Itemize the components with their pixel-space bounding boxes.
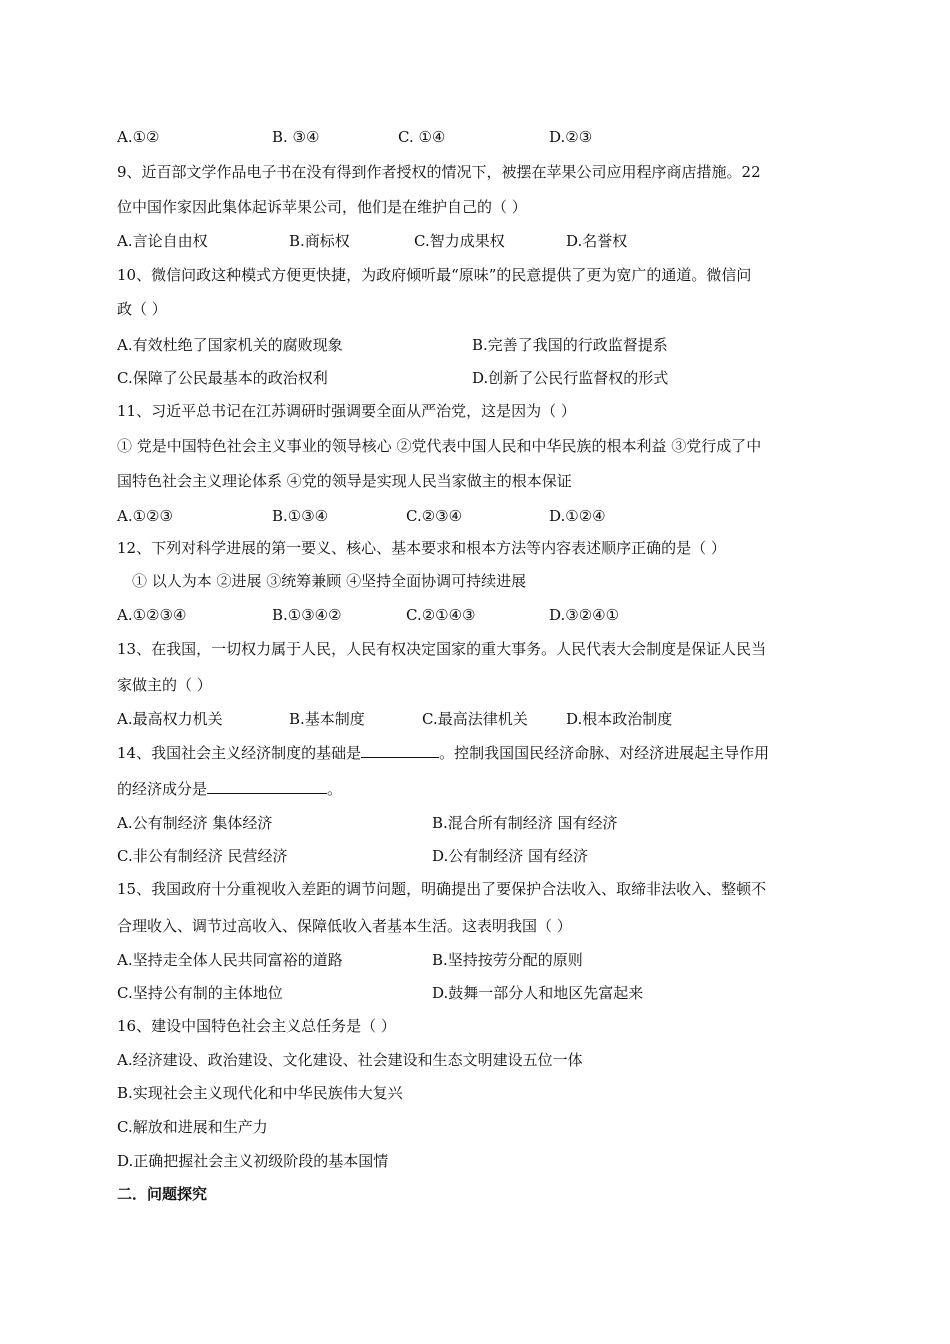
q14-stem-text-1b: 。控制我国国民经济命脉、对经济进展起主导作用 [439,744,770,762]
q8-option-c: C. ①④ [398,128,446,146]
q14-option-d: D.公有制经济 国有经济 [432,847,589,865]
q13-option-c: C.最高法律机关 [422,710,528,728]
q14-blank-1 [361,743,439,758]
q15-option-b: B.坚持按劳分配的原则 [432,951,583,969]
q13-stem-line-1: 13、在我国，一切权力属于人民，人民有权决定国家的重大事务。人民代表大会制度是保证人民当 [117,640,767,658]
q11-stem-line-3: 国特色社会主义理论体系 ④党的领导是实现人民当家做主的根本保证 [117,472,572,490]
q15-stem-line-2: 合理收入、调节过高收入、保障低收入者基本生活。这表明我国（ ） [117,917,572,935]
q11-option-d: D.①②④ [549,507,606,525]
q13-stem-line-2: 家做主的（ ） [117,676,212,694]
q10-option-b: B.完善了我国的行政监督提系 [472,336,668,354]
q9-stem-line-2: 位中国作家因此集体起诉苹果公司，他们是在维护自己的（ ） [117,198,527,216]
q14-option-b: B.混合所有制经济 国有经济 [432,814,618,832]
q16-option-a: A.经济建设、政治建设、文化建设、社会建设和生态文明建设五位一体 [117,1051,583,1069]
q11-stem-line-1: 11、习近平总书记在江苏调研时强调要全面从严治党，这是因为（ ） [117,402,576,420]
q13-option-d: D.根本政治制度 [566,710,673,728]
q12-option-d: D.③②④① [549,606,620,624]
q9-stem-line-1: 9、近百部文学作品电子书在没有得到作者授权的情况下，被摆在苹果公司应用程序商店措施。22 [117,163,761,181]
q8-option-d: D.②③ [549,128,593,146]
q16-option-c: C.解放和进展和生产力 [117,1118,268,1136]
q12-stem-line-2: ① 以人为本 ②进展 ③统筹兼顾 ④坚持全面协调可持续进展 [132,572,527,590]
q15-option-d: D.鼓舞一部分人和地区先富起来 [432,984,644,1002]
q14-stem-line-2 [117,779,342,799]
section-2-heading: 二．问题探究 [117,1185,208,1203]
q12-option-c: C.②①④③ [406,606,476,624]
q12-option-b: B.①③④② [272,606,342,624]
q14-blank-2 [207,779,327,794]
q13-option-a: A.最高权力机关 [117,710,223,728]
q14-option-a: A.公有制经济 集体经济 [117,814,273,832]
q9-option-d: D.名誉权 [566,232,628,250]
q11-stem-line-2: ① 党是中国特色社会主义事业的领导核心 ②党代表中国人民和中华民族的根本利益 ③党行成了中 [117,437,762,455]
q10-option-d: D.创新了公民行监督权的形式 [472,369,669,387]
q8-option-a: A.①② [117,128,160,146]
q14-stem-text-1a: 14、我国社会主义经济制度的基础是 [117,744,362,762]
q10-option-c: C.保障了公民最基本的政治权利 [117,369,328,387]
q14-stem-text-2a: 的经济成分是 [117,780,208,798]
q13-option-b: B.基本制度 [289,710,365,728]
q12-option-a: A.①②③④ [117,606,187,624]
q11-option-c: C.②③④ [406,507,463,525]
q8-option-b: B. ③④ [272,128,320,146]
q10-stem-line-1: 10、微信问政这种模式方便更快捷，为政府倾听最“原味”的民意提供了更为宽广的通道。微信问 [117,266,752,284]
q16-option-b: B.实现社会主义现代化和中华民族伟大复兴 [117,1084,403,1102]
q14-stem-text-2b: 。 [327,780,343,798]
q15-stem-line-1: 15、我国政府十分重视收入差距的调节问题，明确提出了要保护合法收入、取缔非法收入、整顿不 [117,880,767,898]
q15-option-a: A.坚持走全体人民共同富裕的道路 [117,951,343,969]
q11-option-a: A.①②③ [117,507,173,525]
q12-stem-line-1: 12、下列对科学进展的第一要义、核心、基本要求和根本方法等内容表述顺序正确的是（ ） [117,539,726,557]
q16-option-d: D.正确把握社会主义初级阶段的基本国情 [117,1152,389,1170]
q11-option-b: B.①③④ [272,507,329,525]
q15-option-c: C.坚持公有制的主体地位 [117,984,283,1002]
q10-stem-line-2: 政（ ） [117,300,167,318]
q14-stem-line-1 [117,743,769,763]
q9-option-a: A.言论自由权 [117,232,208,250]
q10-option-a: A.有效杜绝了国家机关的腐败现象 [117,336,343,354]
q9-option-c: C.智力成果权 [414,232,505,250]
q16-stem-line-1: 16、建设中国特色社会主义总任务是（ ） [117,1017,396,1035]
q14-option-c: C.非公有制经济 民营经济 [117,847,288,865]
q9-option-b: B.商标权 [289,232,350,250]
